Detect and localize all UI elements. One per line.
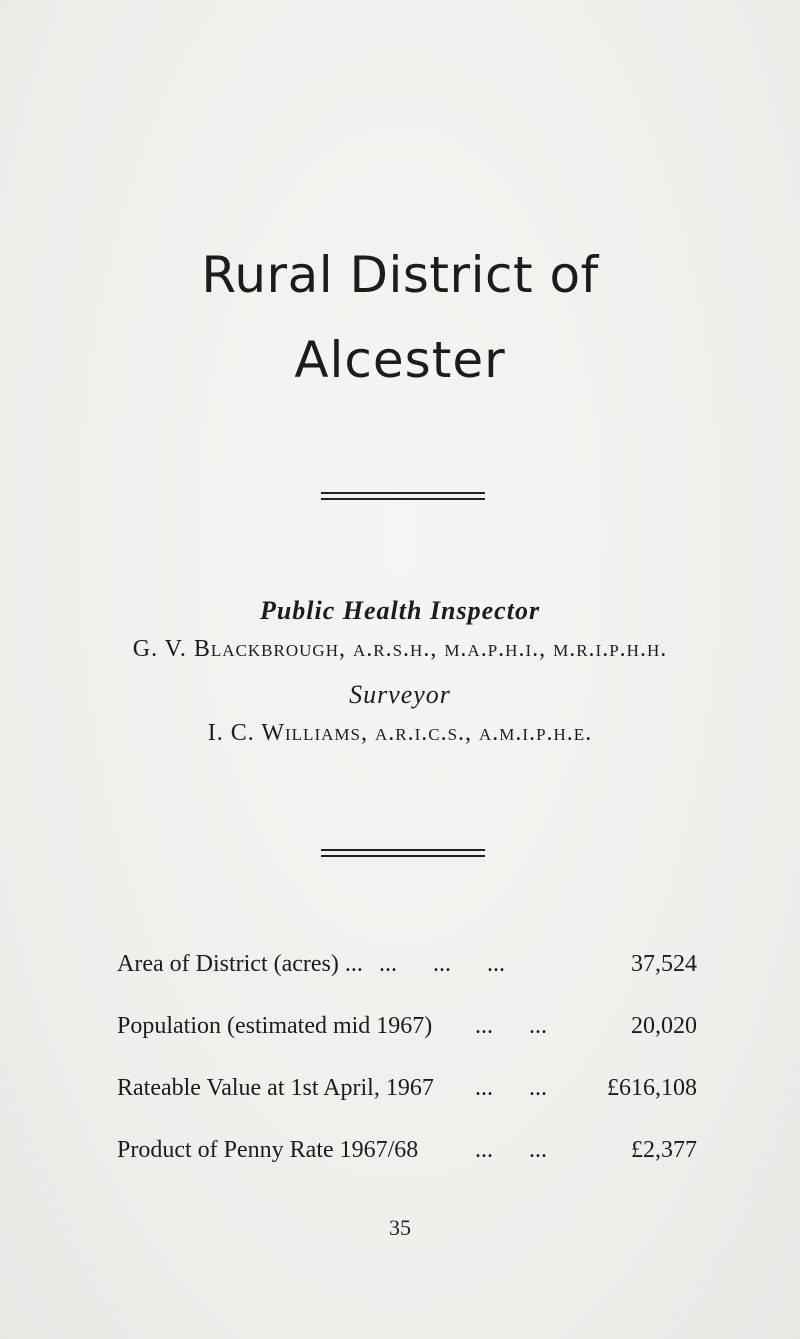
district-facts-table — [117, 951, 697, 1199]
district-title-line-2: Alcester — [294, 331, 506, 389]
officer-name-surveyor: I. C. Williams, a.r.i.c.s., a.m.i.p.h.e. — [207, 720, 593, 746]
fact-row-rateable-value — [117, 1075, 697, 1137]
fact-row-area — [117, 951, 697, 1013]
fact-value: 37,524 — [631, 951, 697, 977]
fact-label: Product of Penny Rate 1967/68 — [117, 1137, 419, 1163]
officer-role-surveyor: Surveyor — [349, 680, 451, 709]
officer-name-public-health-inspector: G. V. Blackbrough, a.r.s.h., m.a.p.h.i., m.r.i.p.h.h. — [132, 636, 668, 662]
page-number: 35 — [389, 1215, 411, 1240]
leader-dots: ... ... — [475, 1137, 547, 1163]
fact-value: £2,377 — [631, 1137, 697, 1163]
leader-dots: ... ... ... — [379, 951, 505, 977]
officer-role-public-health-inspector: Public Health Inspector — [259, 596, 541, 625]
fact-row-population — [117, 1013, 697, 1075]
leader-dots: ... ... — [475, 1075, 547, 1101]
fact-label: Population (estimated mid 1967) — [117, 1013, 433, 1039]
leader-dots: ... ... — [475, 1013, 547, 1039]
fact-value: £616,108 — [607, 1075, 697, 1101]
double-rule-divider — [321, 849, 485, 857]
fact-value: 20,020 — [631, 1013, 697, 1039]
district-title-line-1: Rural District of — [201, 246, 599, 304]
double-rule-divider — [321, 492, 485, 500]
fact-label: Rateable Value at 1st April, 1967 — [117, 1075, 434, 1101]
fact-label: Area of District (acres) ... — [117, 951, 363, 977]
fact-row-penny-rate — [117, 1137, 697, 1199]
